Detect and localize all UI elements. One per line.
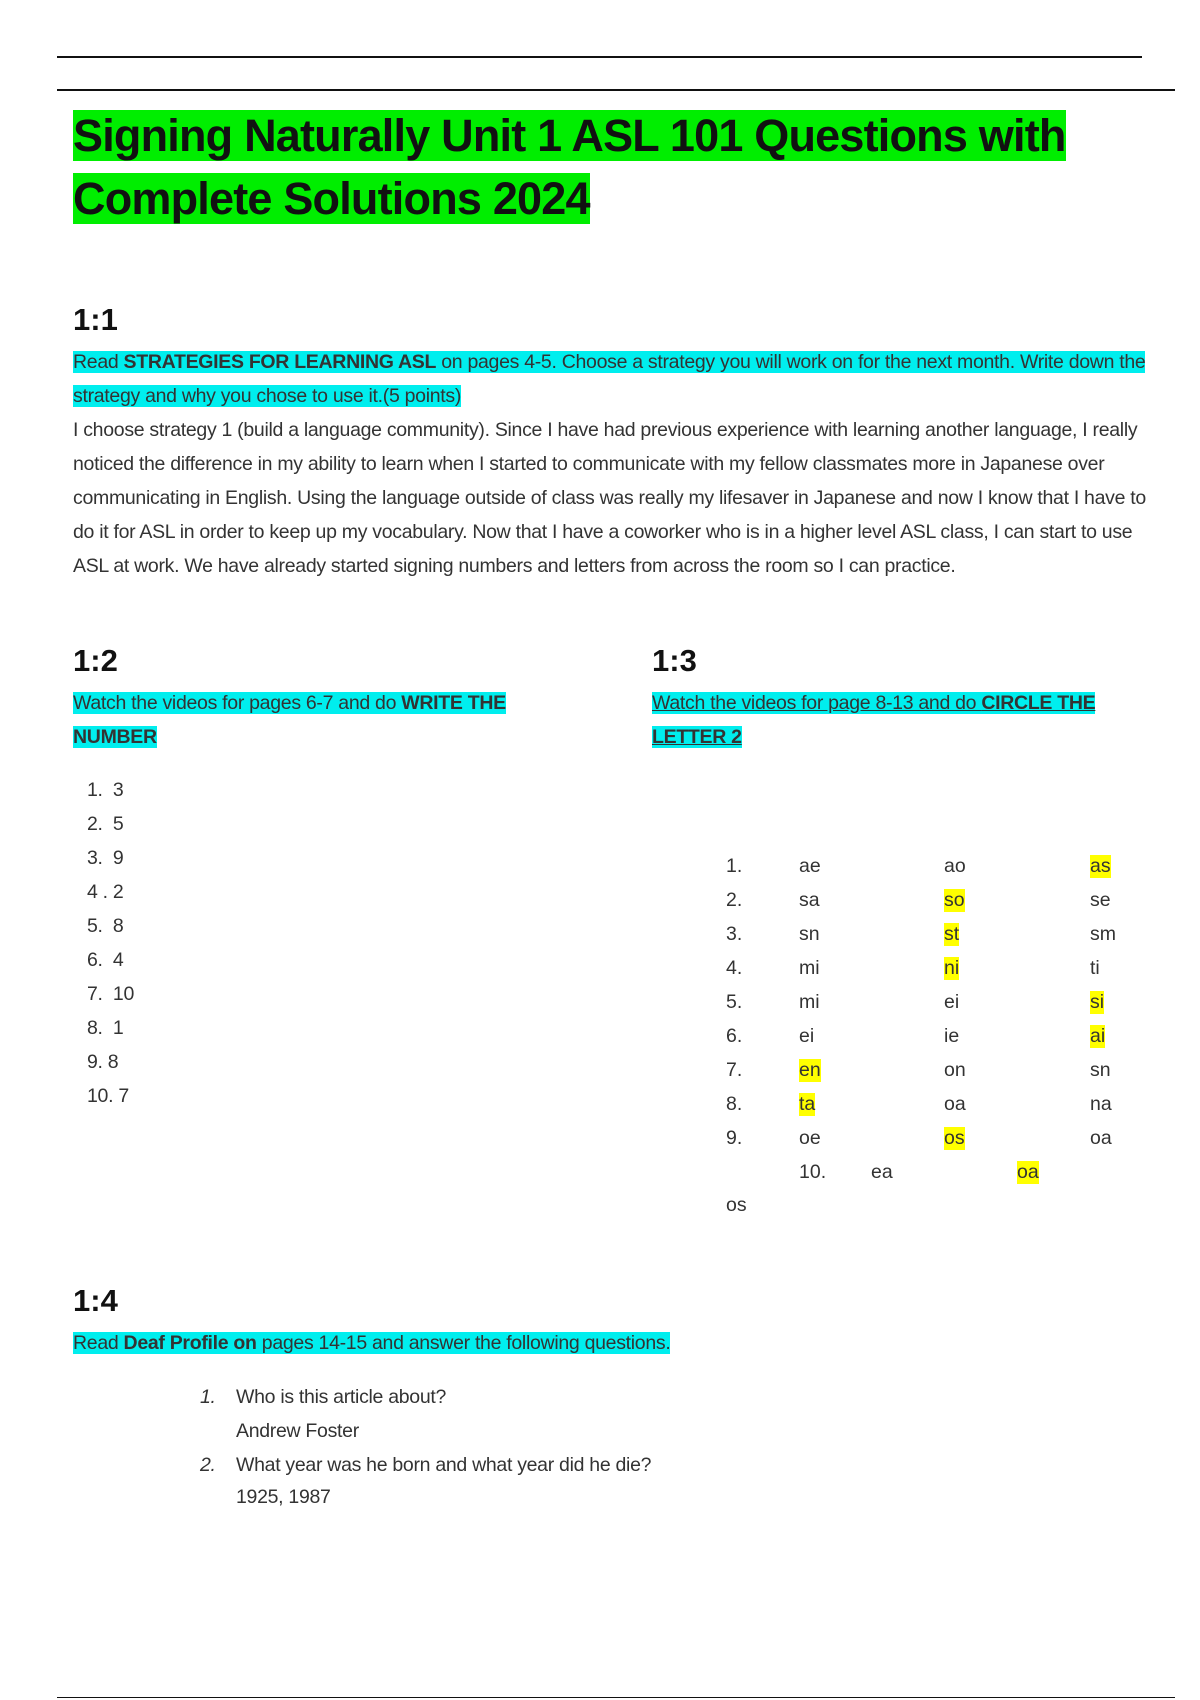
- row-number: 4.: [726, 957, 743, 979]
- letter-pair: ie: [944, 1025, 960, 1047]
- highlighted-letter-pair: so: [944, 889, 965, 911]
- number-answer-item: 8. 1: [87, 1017, 124, 1039]
- row-number: 8.: [726, 1093, 743, 1115]
- letter-pair: on: [944, 1059, 966, 1081]
- row-number: 9.: [726, 1127, 743, 1149]
- section-1-2-prompt: Watch the videos for pages 6-7 and do WRITE THE NUMBER: [73, 692, 506, 748]
- letter-pair: ae: [799, 855, 821, 877]
- number-answer-item: 6. 4: [87, 949, 124, 971]
- section-heading-1-2: 1:2: [73, 643, 118, 678]
- highlighted-letter-pair: os: [944, 1127, 965, 1149]
- row-number: 1.: [726, 855, 743, 877]
- highlighted-letter-pair: st: [944, 923, 960, 945]
- highlighted-letter-pair: ni: [944, 957, 960, 979]
- letter-pair: ti: [1090, 957, 1100, 979]
- row-number: 10.: [799, 1161, 827, 1183]
- row-number: 7.: [726, 1059, 743, 1081]
- letter-pair: oa: [1090, 1127, 1112, 1149]
- row-number: 5.: [726, 991, 743, 1013]
- section-1-4-prompt: Read Deaf Profile on pages 14-15 and answer the following questions.: [73, 1332, 671, 1354]
- highlighted-letter-pair: si: [1090, 991, 1105, 1013]
- number-answer-item: 4 . 2: [87, 881, 124, 903]
- question-item: 1. Who is this article about?: [200, 1386, 447, 1408]
- letter-pair: ea: [871, 1161, 893, 1183]
- section-heading-1-3: 1:3: [652, 643, 697, 678]
- section-heading-1-4: 1:4: [73, 1283, 118, 1318]
- number-answer-item: 3. 9: [87, 847, 124, 869]
- letter-pair: os: [726, 1194, 747, 1216]
- section-heading-1-1: 1:1: [73, 302, 118, 337]
- letter-pair: oa: [944, 1093, 966, 1115]
- number-answer-item: 7. 10: [87, 983, 134, 1005]
- answer-text: Andrew Foster: [236, 1420, 359, 1442]
- number-answer-item: 10. 7: [87, 1085, 129, 1107]
- letter-pair: sn: [1090, 1059, 1111, 1081]
- row-number: 3.: [726, 923, 743, 945]
- number-answer-item: 9. 8: [87, 1051, 119, 1073]
- number-answer-item: 5. 8: [87, 915, 124, 937]
- number-answer-item: 2. 5: [87, 813, 124, 835]
- highlighted-letter-pair: oa: [1017, 1161, 1039, 1183]
- letter-pair: sm: [1090, 923, 1116, 945]
- letter-pair: mi: [799, 957, 820, 979]
- row-number: 6.: [726, 1025, 743, 1047]
- letter-pair: se: [1090, 889, 1111, 911]
- letter-pair: ei: [799, 1025, 815, 1047]
- question-list: [200, 1380, 1000, 1512]
- page-title: Signing Naturally Unit 1 ASL 101 Questions with Complete Solutions 2024: [73, 110, 1066, 224]
- section-1-3-prompt: Watch the videos for page 8-13 and do CIRCLE THE LETTER 2: [652, 692, 1096, 748]
- highlighted-letter-pair: ai: [1090, 1025, 1106, 1047]
- section-1-1-answer: I choose strategy 1 (build a language community). Since I have had previous experience with learning another language, I really noticed the difference in my ability to learn when I started to communicate with my fellow classmates more in Japanese over communicating in English. Using the language outside of class was really my lifesaver in Japanese and now I know that I have to do it for ASL in order to keep up my vocabulary. Now that I have a coworker who is in a higher level ASL class, I can start to use ASL at work. We have already started signing numbers and letters from across the room so I can practice.: [73, 419, 1146, 577]
- letter-pair: oe: [799, 1127, 821, 1149]
- letter-pair: na: [1090, 1093, 1112, 1115]
- highlighted-letter-pair: as: [1090, 855, 1111, 877]
- number-answers-list: [87, 773, 134, 1113]
- letter-pair: ei: [944, 991, 960, 1013]
- section-1-1-prompt: Read STRATEGIES FOR LEARNING ASL on pages 4-5. Choose a strategy you will work on for the next month. Write down the strategy and why you chose to use it.(5 points): [73, 351, 1146, 407]
- highlighted-letter-pair: en: [799, 1059, 821, 1081]
- highlighted-letter-pair: ta: [799, 1093, 816, 1115]
- header-rule-top: [57, 56, 1142, 58]
- letter-pair: ao: [944, 855, 966, 877]
- number-answer-item: 1. 3: [87, 779, 124, 801]
- row-number: 2.: [726, 889, 743, 911]
- header-rule-bottom: [57, 89, 1175, 91]
- letter-pair: mi: [799, 991, 820, 1013]
- footer-rule: [57, 1697, 1175, 1698]
- letter-pair: sn: [799, 923, 820, 945]
- letter-pair: sa: [799, 889, 820, 911]
- answer-text: 1925, 1987: [236, 1486, 331, 1508]
- question-item: 2. What year was he born and what year did he die?: [200, 1454, 652, 1476]
